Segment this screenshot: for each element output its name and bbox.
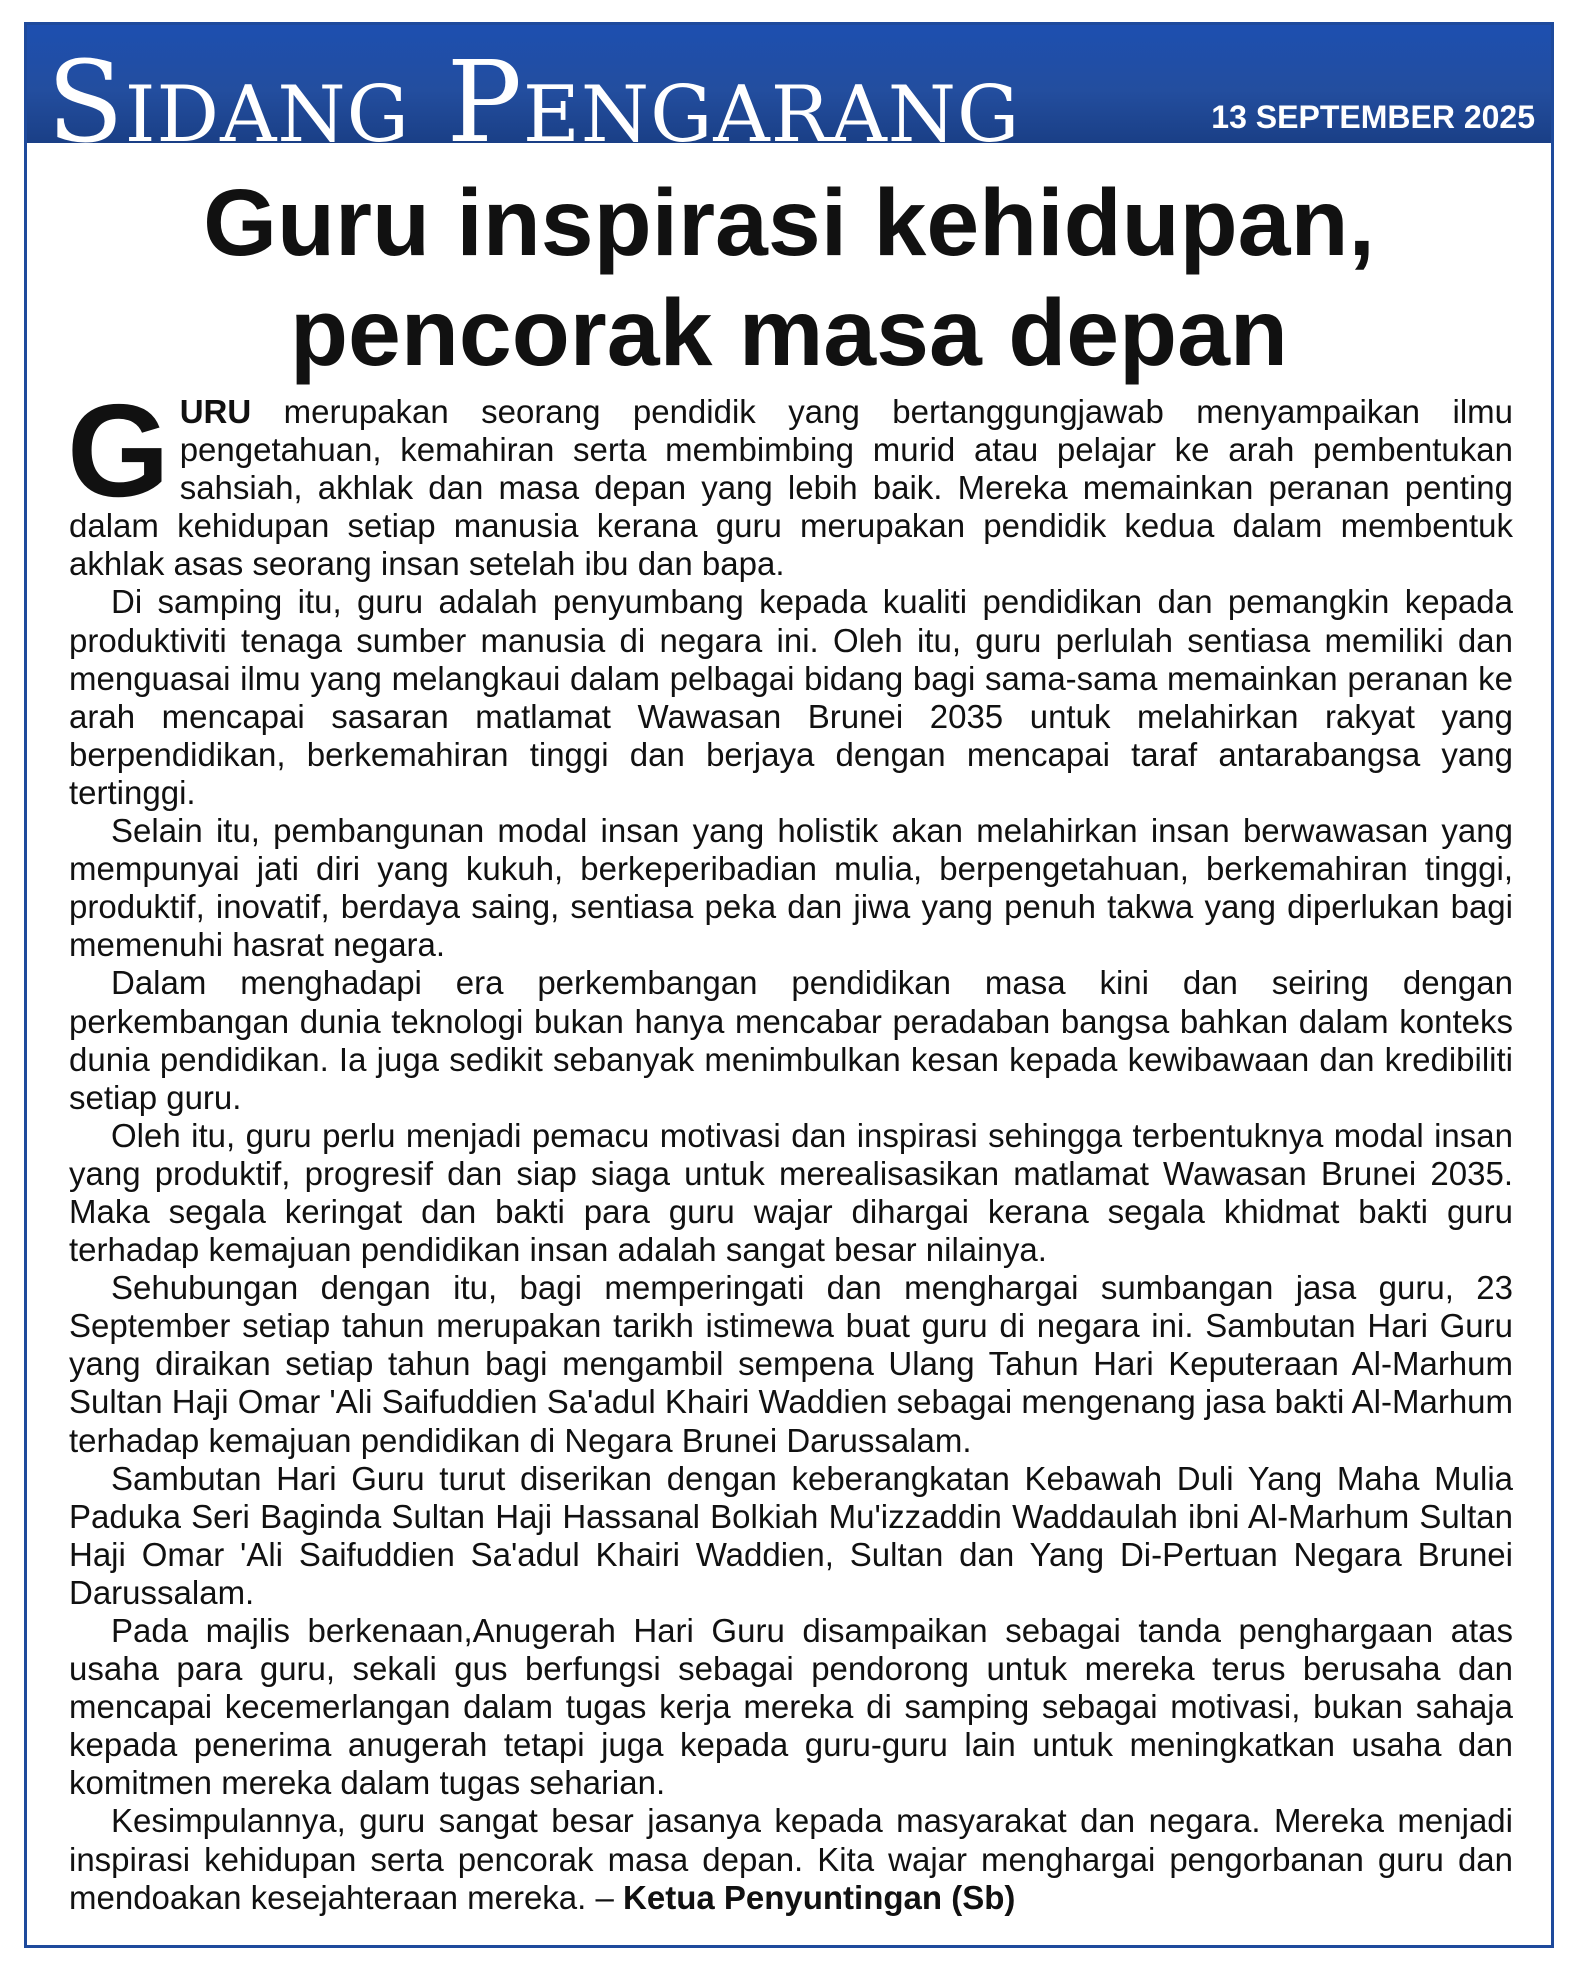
paragraph-text: Kesimpulannya, guru sangat besar jasanya kepada masyarakat dan negara. Mereka menjadi inspirasi kehidupan serta pencorak masa depan. Kita wajar menghargai pengorbanan guru dan mendoakan kesejahteraan mereka. – [69,1802,1513,1916]
article-paragraph-9 [69,1802,1513,1916]
publication-date: 13 SEPTEMBER 2025 [1211,99,1535,135]
article-headline [27,168,1551,388]
article-paragraph-1 [67,377,1513,583]
article-paragraph-2: Di samping itu, guru adalah penyumbang kepada kualiti pendidikan dan pemangkin kepada produktiviti tenaga sumber manusia di negara ini. Oleh itu, guru perlulah sentiasa memiliki dan menguasai ilmu yang melangkaui dalam pelbagai bidang bagi sama-sama memainkan peranan ke arah mencapai sasaran matlamat Wawasan Brunei 2035 untuk melahirkan rakyat yang berpendidikan, berkemahiran tinggi dan berjaya dengan mencapai taraf antarabangsa yang tertinggi. [69,583,1513,811]
page-frame [24,22,1554,1948]
article-paragraph-3: Selain itu, pembangunan modal insan yang holistik akan melahirkan insan berwawasan yang mempunyai jati diri yang kukuh, berkeperibadian mulia, berpengetahuan, berkemahiran tinggi, produktif, inovatif, berdaya saing, sentiasa peka dan jiwa yang penuh takwa yang diperlukan bagi memenuhi hasrat negara. [69,812,1513,964]
lead-word: URU [179,393,252,430]
article-paragraph-5: Oleh itu, guru perlu menjadi pemacu motivasi dan inspirasi sehingga terbentuknya modal insan yang produktif, progresif dan siap siaga untuk merealisasikan matlamat Wawasan Brunei 2035. Maka segala keringat dan bakti para guru wajar dihargai kerana segala khidmat bakti guru terhadap kemajuan pendidikan insan adalah sangat besar nilainya. [69,1116,1513,1269]
headline-line-1: Guru inspirasi kehidupan, [203,170,1375,276]
headline-line-2: pencorak masa depan [290,280,1288,386]
article-paragraph-4: Dalam menghadapi era perkembangan pendidikan masa kini dan seiring dengan perkembangan dunia teknologi bukan hanya mencabar peradaban bangsa bahkan dalam konteks dunia pendidikan. Ia juga sedikit sebanyak menimbulkan kesan kepada kewibawaan dan kredibiliti setiap guru. [69,964,1513,1116]
article-paragraph-7: Sambutan Hari Guru turut diserikan dengan keberangkatan Kebawah Duli Yang Maha Mulia Paduka Seri Baginda Sultan Haji Hassanal Bolkiah Mu'izzaddin Waddaulah ibni Al-Marhum Sultan Haji Omar 'Ali Saifuddien Sa'adul Khairi Waddien, Sultan dan Yang Di-Pertuan Negara Brunei Darussalam. [69,1459,1513,1611]
section-title: Sidang Pengarang [47,38,1021,143]
author-signature: Ketua Penyuntingan (Sb) [623,1878,1016,1916]
article-paragraph-6: Sehubungan dengan itu, bagi memperingati dan menghargai sumbangan jasa guru, 23 September setiap tahun merupakan tarikh istimewa buat guru di negara ini. Sambutan Hari Guru yang diraikan setiap tahun bagi mengambil sempena Ulang Tahun Hari Keputeraan Al-Marhum Sultan Haji Omar 'Ali Saifuddien Sa'adul Khairi Waddien sebagai mengenang jasa bakti Al-Marhum terhadap kemajuan pendidikan di Negara Brunei Darussalam. [69,1269,1514,1459]
article-paragraph-8: Pada majlis berkenaan,Anugerah Hari Guru disampaikan sebagai tanda penghargaan atas usaha para guru, sekali gus berfungsi sebagai pendorong untuk mereka terus berusaha dan mencapai kecemerlangan dalam tugas kerja mereka di samping sebagai motivasi, bukan sahaja kepada penerima anugerah tetapi juga kepada guru-guru lain untuk meningkatkan usaha dan komitmen mereka dalam tugas seharian. [69,1612,1513,1802]
drop-cap: G [67,377,170,524]
paragraph-text: merupakan seorang pendidik yang bertanggungjawab menyampaikan ilmu pengetahuan, kemahiran serta membimbing murid atau pelajar ke arah pembentukan sahsiah, akhlak dan masa depan yang lebih baik. Mereka memainkan peranan penting dalam kehidupan setiap manusia kerana guru merupakan pendidik kedua dalam membentuk akhlak asas seorang insan setelah ibu dan bapa. [69,393,1513,583]
masthead-banner [27,25,1551,143]
article-body [67,377,1514,1917]
